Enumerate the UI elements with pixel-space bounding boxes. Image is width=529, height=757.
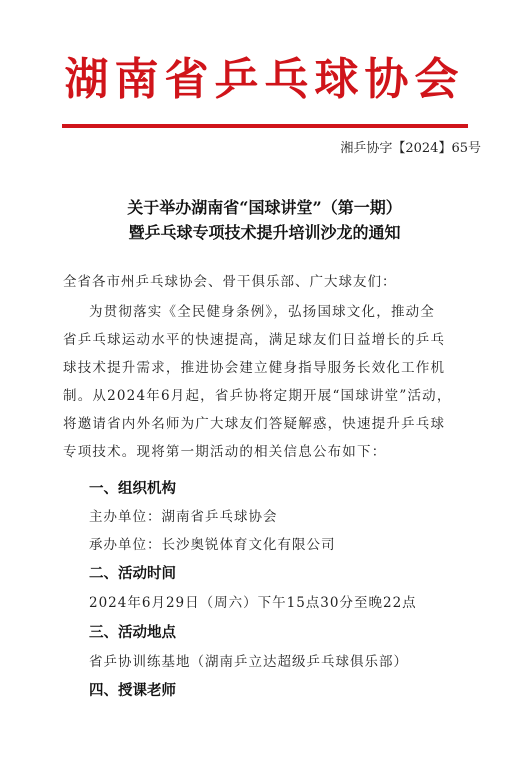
section-line: 2024年6月29日（周六）下午15点30分至晚22点 bbox=[89, 595, 417, 611]
section-line: 承办单位：长沙奥锐体育文化有限公司 bbox=[89, 537, 336, 553]
section-heading-instructors: 四、授课老师 bbox=[89, 682, 176, 699]
document-number: 湘乒协字【2024】65号 bbox=[340, 141, 481, 156]
intro-line: 省乒乓球运动水平的快速提高，满足球友们日益增长的乒乓 bbox=[63, 332, 446, 348]
salutation: 全省各市州乒乓球协会、骨干俱乐部、广大球友们： bbox=[63, 274, 397, 290]
section-line: 主办单位：湖南省乒乓球协会 bbox=[89, 509, 278, 525]
intro-line: 球技术提升需求，推进协会建立健身指导服务长效化工作机 bbox=[63, 360, 446, 376]
masthead-title: 湖南省乒乓球协会 bbox=[64, 54, 465, 105]
section-heading-organization: 一、组织机构 bbox=[89, 480, 176, 497]
intro-line: 将邀请省内外名师为广大球友们答疑解惑，快速提升乒乓球 bbox=[63, 416, 446, 432]
notice-title-line-1: 关于举办湖南省“国球讲堂”（第一期） bbox=[127, 198, 402, 217]
intro-line: 专项技术。现将第一期活动的相关信息公布如下： bbox=[63, 444, 387, 460]
section-heading-time: 二、活动时间 bbox=[89, 565, 176, 582]
notice-title-line-2: 暨乒乓球专项技术提升培训沙龙的通知 bbox=[128, 223, 401, 242]
intro-line: 制。从2024年6月起，省乒协将定期开展“国球讲堂”活动， bbox=[63, 388, 452, 404]
intro-line: 为贯彻落实《全民健身条例》，弘扬国球文化，推动全 bbox=[89, 304, 436, 320]
section-heading-venue: 三、活动地点 bbox=[89, 624, 176, 641]
section-line: 省乒协训练基地（湖南乒立达超级乒乓球俱乐部） bbox=[89, 654, 408, 670]
masthead-red-rule bbox=[62, 124, 468, 128]
